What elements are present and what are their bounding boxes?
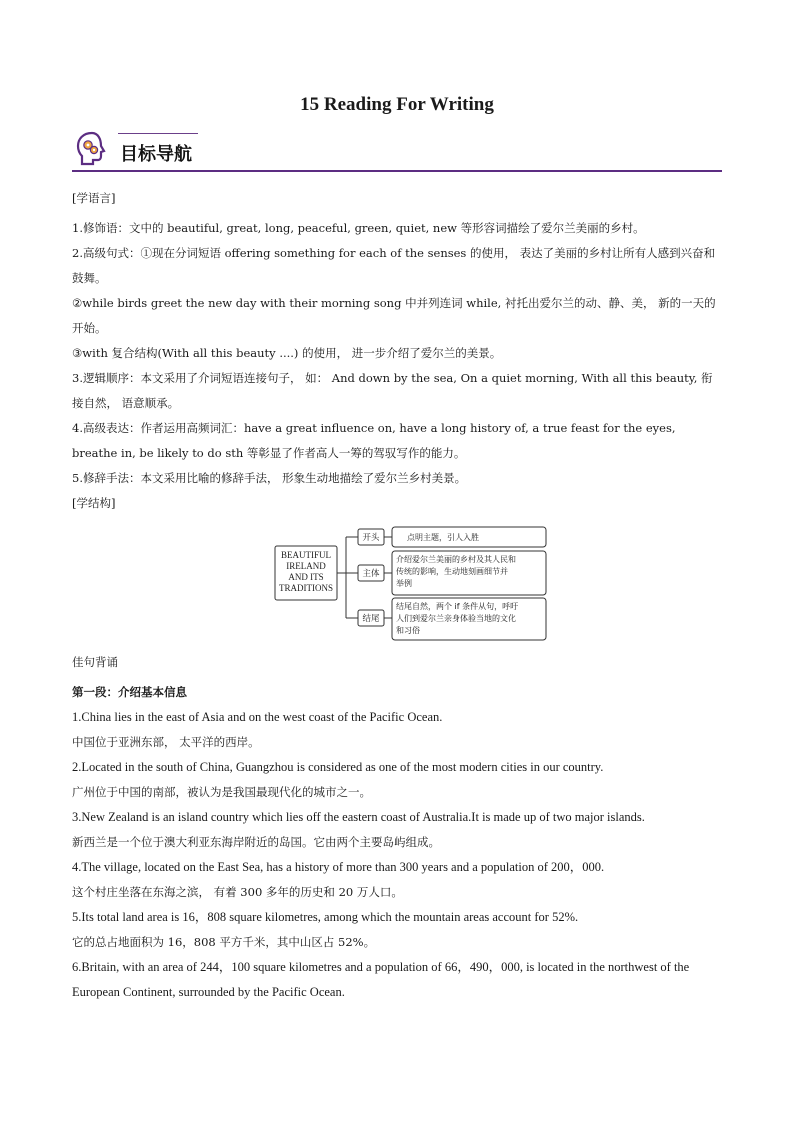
sentence-en: 3.New Zealand is an island country which lies off the eastern coast of Australia.It is made up of two major islands. [72,810,645,824]
sentence-en: 5.Its total land area is 16，808 square kilometres, among which the mountain areas account for 52%. [72,910,579,924]
subheading: 第一段：介绍基本信息 [72,685,187,699]
sentence-zh: 广州位于中国的南部，被认为是我国最现代化的城市之一。 [72,785,371,799]
header-title: 目标导航 [120,144,192,165]
structure-diagram [274,526,550,642]
root-text-3: AND ITS [288,572,324,582]
branch-label: 开头 [362,533,380,543]
branch-label: 主体 [362,569,380,579]
language-line: 2.高级句式：①现在分词短语 offering something for each of the senses 的使用， 表达了美丽的乡村让所有人感到兴奋和鼓舞。 [72,246,716,285]
sentence-en: 4.The village, located on the East Sea, has a history of more than 300 years and a population of 200，000. [72,860,605,874]
page-title: 15 Reading For Writing [300,94,494,115]
sentence-zh: 中国位于亚洲东部， 太平洋的西岸。 [72,735,260,749]
language-line: 3.逻辑顺序：本文采用了介词短语连接句子， 如： And down by the sea, On a quiet morning, With all this beauty, 衔接自然， 语意顺承。 [72,371,713,410]
language-line: ②while birds greet the new day with their morning song 中并列连词 while, 衬托出爱尔兰的动、静、美， 新的一天的开始。 [72,296,716,335]
detail-text-end-2: 人们到爱尔兰亲身体验当地的文化 [396,614,516,623]
sentence-zh: 它的总占地面积为 16，808 平方千米，其中山区占 52%。 [72,935,376,949]
branch-label: 结尾 [362,614,380,624]
detail-text-body-2: 传统的影响，生动地刻画细节并 [396,567,508,576]
header-rule [72,170,722,172]
root-text-1: BEAUTIFUL [281,550,331,560]
sentence-zh: 这个村庄坐落在东海之滨， 有着 300 多年的历史和 20 万人口。 [72,885,403,899]
section-label: [学语言] [72,191,116,205]
root-text-4: TRADITIONS [279,583,333,593]
detail-text-open: 点明主题，引人入胜 [407,533,479,542]
sentence-en: 6.Britain, with an area of 244，100 square kilometres and a population of 66，490，000, is located in the northwest of the European Continent, surrounded by the Pacific Ocean. [72,960,690,999]
language-line: 4.高级表达：作者运用高频词汇：have a great influence on, have a long history of, a true feast for the eyes, breathe in, be likely to do sth 等彰显了作者高人一筹的驾驭写作的能力。 [72,421,676,460]
section-header [72,128,722,172]
language-line: ③with 复合结构(With all this beauty ....) 的使用， 进一步介绍了爱尔兰的美景。 [72,346,502,360]
section-label: [学结构] [72,496,116,510]
sentence-zh: 新西兰是一个位于澳大利亚东海岸附近的岛国。它由两个主要岛屿组成。 [72,835,440,849]
header-top-line [118,133,198,134]
detail-text-end-1: 结尾自然，两个 if 条件从句，呼吁 [396,602,519,611]
detail-text-body-1: 介绍爱尔兰美丽的乡村及其人民和 [396,555,516,564]
detail-text-body-3: 举例 [396,579,412,588]
language-section [72,186,722,516]
detail-text-end-3: 和习俗 [396,626,420,635]
sentence-en: 2.Located in the south of China, Guangzhou is considered as one of the most modern cities in our country. [72,760,604,774]
section-label: 佳句背诵 [72,655,118,669]
sentence-en: 1.China lies in the east of Asia and on the west coast of the Pacific Ocean. [72,710,443,724]
language-line: 5.修辞手法：本文采用比喻的修辞手法， 形象生动地描绘了爱尔兰乡村美景。 [72,471,467,485]
language-line: 1.修饰语：文中的 beautiful, great, long, peaceful, green, quiet, new 等形容词描绘了爱尔兰美丽的乡村。 [72,221,645,235]
sentences-section [72,650,722,1005]
root-text-2: IRELAND [286,561,326,571]
head-gears-icon [74,130,110,168]
